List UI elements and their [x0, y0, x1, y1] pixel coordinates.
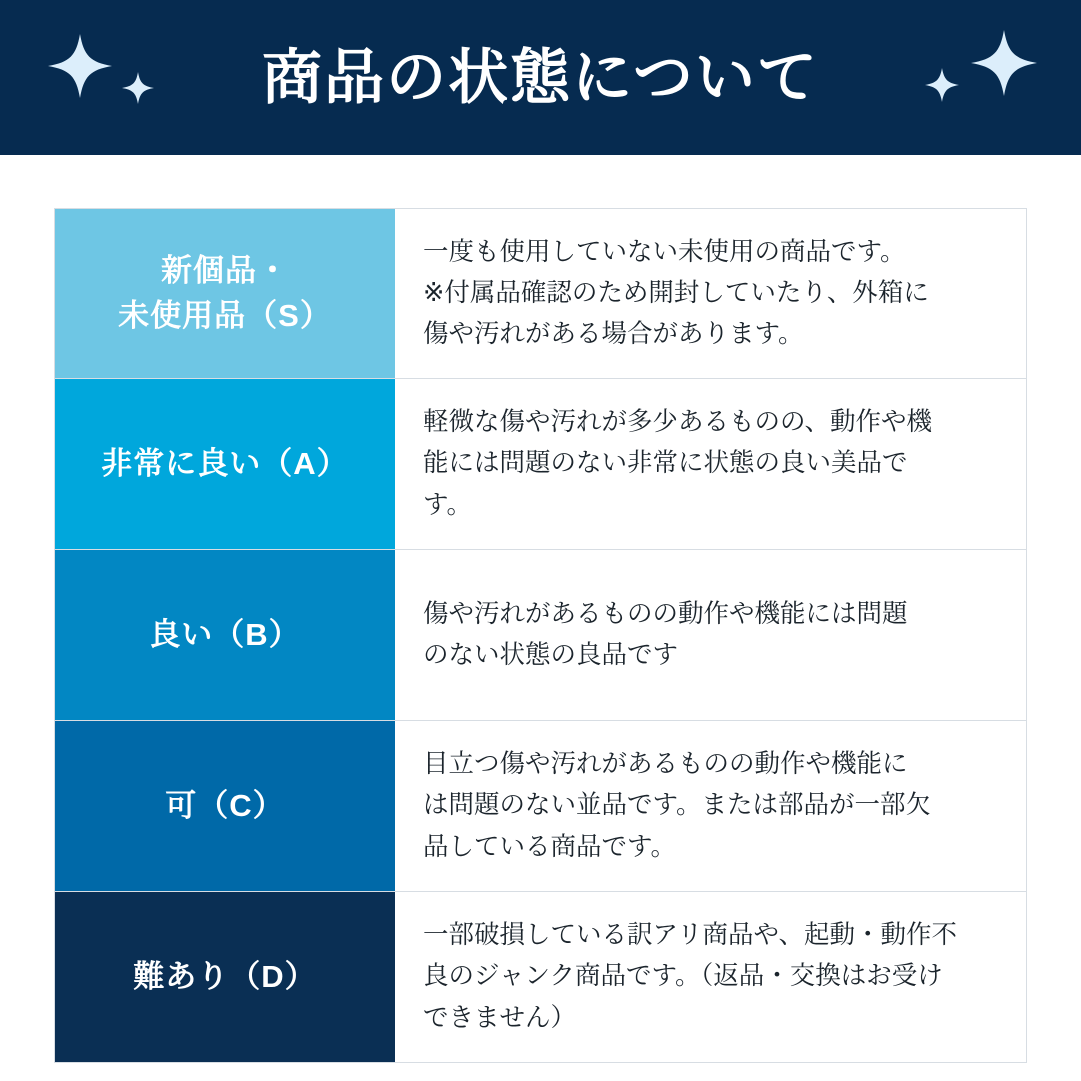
- description-line: す。: [423, 490, 472, 519]
- description-line: 目立つ傷や汚れがあるものの動作や機能に: [423, 750, 908, 779]
- description-line: 一部破損している訳アリ商品や、起動・動作不: [423, 921, 957, 950]
- description-line: できません）: [423, 1003, 577, 1032]
- header-banner: [0, 0, 1081, 155]
- table-row: [55, 550, 1026, 721]
- description-line: 品している商品です。: [423, 832, 676, 861]
- description-line: 良のジャンク商品です。（返品・交換はお受け: [423, 962, 943, 991]
- table-row: [55, 721, 1026, 892]
- description-line: 一度も使用していない未使用の商品です。: [423, 237, 906, 266]
- grade-label-line: 可（C）: [165, 787, 285, 823]
- description-line: のない状態の良品です: [423, 641, 679, 669]
- description-line: 軽微な傷や汚れが多少あるものの、動作や機: [423, 408, 932, 437]
- grade-description-b: [395, 550, 1026, 720]
- grade-label-b: [55, 550, 395, 720]
- grade-label-line: 未使用品（S）: [118, 297, 332, 333]
- table-row: [55, 892, 1026, 1063]
- grade-label-c: [55, 721, 395, 891]
- grade-label-line: 良い（B）: [149, 616, 301, 652]
- description-line: ※付属品確認のため開封していたり、外箱に: [423, 278, 929, 307]
- grade-label-line: 新個品・: [161, 253, 289, 289]
- grade-label-a: [55, 379, 395, 549]
- description-line: 傷や汚れがあるものの動作や機能には問題: [423, 599, 908, 628]
- grade-description-a: [395, 379, 1026, 549]
- grade-label-line: 非常に良い（A）: [101, 445, 349, 481]
- grade-label-d: [55, 892, 395, 1062]
- table-row: [55, 379, 1026, 550]
- condition-grade-table: [54, 208, 1027, 1063]
- description-line: 能には問題のない非常に状態の良い美品で: [423, 449, 908, 478]
- sparkle-icon: [48, 34, 112, 98]
- table-row: [55, 209, 1026, 379]
- description-line: 傷や汚れがある場合があります。: [423, 320, 804, 349]
- grade-label-line: 難あり（D）: [133, 958, 317, 994]
- page-title: 商品の状態について: [262, 43, 819, 111]
- sparkle-small-icon: [925, 68, 959, 102]
- grade-label-s: [55, 209, 395, 378]
- grade-description-d: [395, 892, 1026, 1062]
- grade-description-c: [395, 721, 1026, 891]
- sparkle-icon: [971, 30, 1037, 96]
- grade-description-s: [395, 209, 1026, 378]
- sparkle-small-icon: [122, 72, 154, 104]
- description-line: は問題のない並品です。または部品が一部欠: [423, 791, 931, 820]
